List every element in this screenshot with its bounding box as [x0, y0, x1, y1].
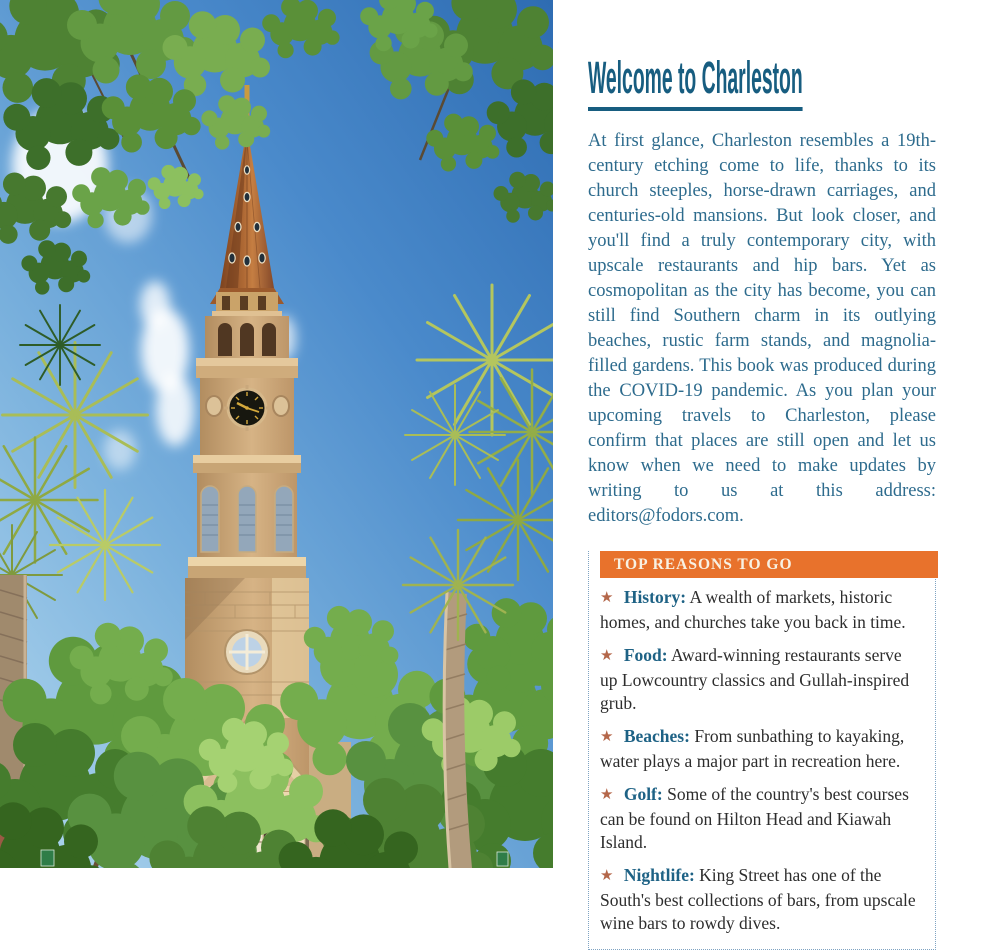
- reason-text: A wealth of markets, historic homes, and churches take you back in time.: [600, 587, 906, 632]
- page-title: Welcome to Charleston: [588, 55, 803, 111]
- reason-item-golf: [600, 783, 923, 854]
- round-window: [225, 630, 269, 674]
- reason-text: Some of the country's best courses can be found on Hilton Head and Kiawah Island.: [600, 784, 909, 852]
- reason-item-beaches: [600, 725, 923, 773]
- star-icon: ★: [600, 868, 614, 884]
- street-sign-right: [497, 852, 508, 866]
- reason-item-nightlife: [600, 864, 923, 935]
- top-reasons-header: TOP REASONS TO GO: [600, 551, 938, 578]
- top-reasons-list: [589, 580, 935, 939]
- reason-item-food: [600, 644, 923, 715]
- reason-text: King Street has one of the South's best collections of bars, from upscale wine bars to rowdy dives.: [600, 865, 916, 933]
- top-reasons-box: [588, 551, 936, 950]
- reason-label: Beaches:: [623, 726, 690, 746]
- reason-label: Food:: [623, 645, 668, 665]
- reason-text: From sunbathing to kayaking, water plays a major part in recreation here.: [600, 726, 905, 771]
- reason-label: History:: [623, 587, 687, 607]
- intro-paragraph: At first glance, Charleston resembles a 19th-century etching come to life, thanks to its church steeples, horse-drawn carriages, and centuries-old mansions. But look closer, and you'll find a truly contemporary city, with upscale restaurants and hip bars. Yet as cosmopolitan as the city has become, you can still find Southern charm in its outlying beaches, rustic farm stands, and magnolia-filled gardens. This book was produced during the COVID-19 pandemic. As you plan your upcoming travels to Charleston, please confirm that places are still open and let us know when we need to make updates by writing to us at this address: editors@fodors.com.: [588, 131, 936, 526]
- reason-text: Award-winning restaurants serve up Lowcountry classics and Gullah-inspired grub.: [600, 645, 910, 713]
- reason-item-history: [600, 586, 923, 634]
- reason-label: Nightlife:: [623, 865, 695, 885]
- star-icon: ★: [600, 648, 614, 664]
- star-icon: ★: [600, 729, 614, 745]
- content-column: [588, 0, 936, 950]
- star-icon: ★: [600, 590, 614, 606]
- reason-label: Golf:: [623, 784, 663, 804]
- street-sign-left: [41, 850, 54, 866]
- star-icon: ★: [600, 787, 614, 803]
